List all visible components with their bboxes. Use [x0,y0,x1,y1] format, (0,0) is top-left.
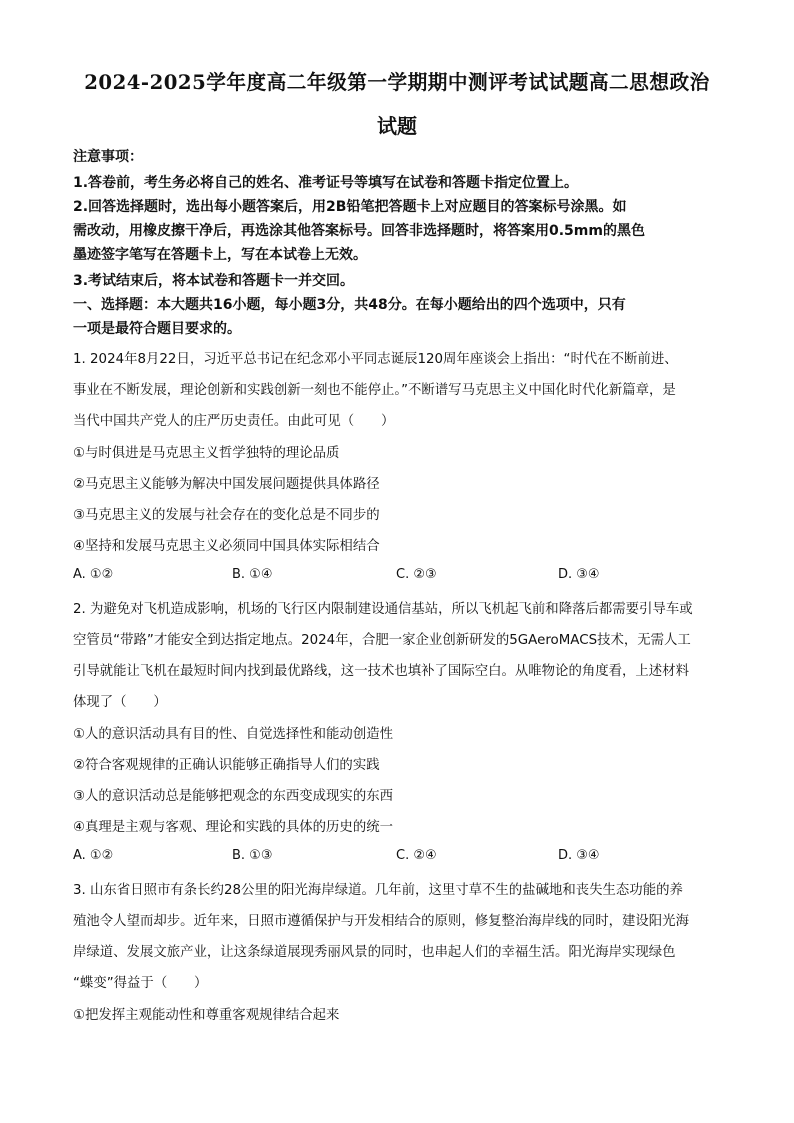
q3-stem-line-1: 3. 山东省日照市有条长约28公里的阳光海岸绿道。几年前，这里寸草不生的盐碱地和丧失生态功能的养 [73,883,683,898]
q2-item-1: ①人的意识活动具有目的性、自觉选择性和能动创造性 [73,727,393,742]
q1-item-2: ②马克思主义能够为解决中国发展问题提供具体路径 [73,477,380,492]
q3-stem-line-2: 殖池令人望而却步。近年来，日照市遵循保护与开发相结合的原则，修复整治海岸线的同时，建设阳光海 [73,914,689,929]
section-heading-line-2: 一项是最符合题目要求的。 [73,321,241,337]
q2-item-3: ③人的意识活动总是能够把观念的东西变成现实的东西 [73,789,393,804]
q1-stem-line-1: 1. 2024年8月22日，习近平总书记在纪念邓小平同志诞辰120周年座谈会上指出：“时代在不断前进、 [73,352,678,367]
q1-stem-line-2: 事业在不断发展，理论创新和实践创新一刻也不能停止。”不断谱写马克思主义中国化时代化新篇章，是 [73,383,676,398]
notes-line-5: 3.考试结束后，将本试卷和答题卡一并交回。 [73,273,355,289]
q1-option-d: D. ③④ [558,567,600,582]
q1-option-a: A. ①② [73,567,114,582]
section-heading-line-1: 一、选择题：本大题共16小题，每小题3分，共48分。在每小题给出的四个选项中，只有 [73,297,626,313]
q1-item-1: ①与时俱进是马克思主义哲学独特的理论品质 [73,446,340,461]
q2-option-d: D. ③④ [558,848,600,863]
q2-stem-line-2: 空管员“带路”才能安全到达指定地点。2024年，合肥一家企业创新研发的5GAeroMACS技术，无需人工 [73,633,691,648]
q1-stem-line-3: 当代中国共产党人的庄严历史责任。由此可见（ ） [73,414,395,429]
q2-option-b: B. ①③ [232,848,273,863]
exam-title-line2: 试题 [377,114,417,138]
q2-option-a: A. ①② [73,848,114,863]
q2-stem-line-3: 引导就能让飞机在最短时间内找到最优路线，这一技术也填补了国际空白。从唯物论的角度看，上述材料 [73,664,689,679]
q2-item-2: ②符合客观规律的正确认识能够正确指导人们的实践 [73,758,380,773]
q1-option-b: B. ①④ [232,567,273,582]
q1-option-c: C. ②③ [396,567,437,582]
exam-title-line1: 2024-2025学年度高二年级第一学期期中测评考试试题高二思想政治 [84,71,710,94]
q3-stem-line-3: 岸绿道、发展文旅产业，让这条绿道展现秀丽风景的同时，也串起人们的幸福生活。阳光海岸实现绿色 [73,945,676,960]
q2-option-c: C. ②④ [396,848,437,863]
notes-line-1: 1.答卷前，考生务必将自己的姓名、准考证号等填写在试卷和答题卡指定位置上。 [73,175,579,191]
q1-item-4: ④坚持和发展马克思主义必须同中国具体实际相结合 [73,539,380,554]
q1-item-3: ③马克思主义的发展与社会存在的变化总是不同步的 [73,508,380,523]
q2-stem-line-1: 2. 为避免对飞机造成影响，机场的飞行区内限制建设通信基站，所以飞机起飞前和降落后都需要引导车或 [73,602,693,617]
notes-line-3: 需改动，用橡皮擦干净后，再选涂其他答案标号。回答非选择题时，将答案用0.5mm的黑色 [73,223,645,239]
notes-line-4: 墨迹签字笔写在答题卡上，写在本试卷上无效。 [73,247,367,263]
q3-item-1: ①把发挥主观能动性和尊重客观规律结合起来 [73,1008,340,1023]
q2-item-4: ④真理是主观与客观、理论和实践的具体的历史的统一 [73,820,393,835]
q3-stem-line-4: “蝶变”得益于（ ） [73,976,208,991]
q2-stem-line-4: 体现了（ ） [73,695,167,710]
notes-line-2: 2.回答选择题时，选出每小题答案后，用2B铅笔把答题卡上对应题目的答案标号涂黑。如 [73,199,627,215]
notes-heading: 注意事项： [73,149,143,165]
